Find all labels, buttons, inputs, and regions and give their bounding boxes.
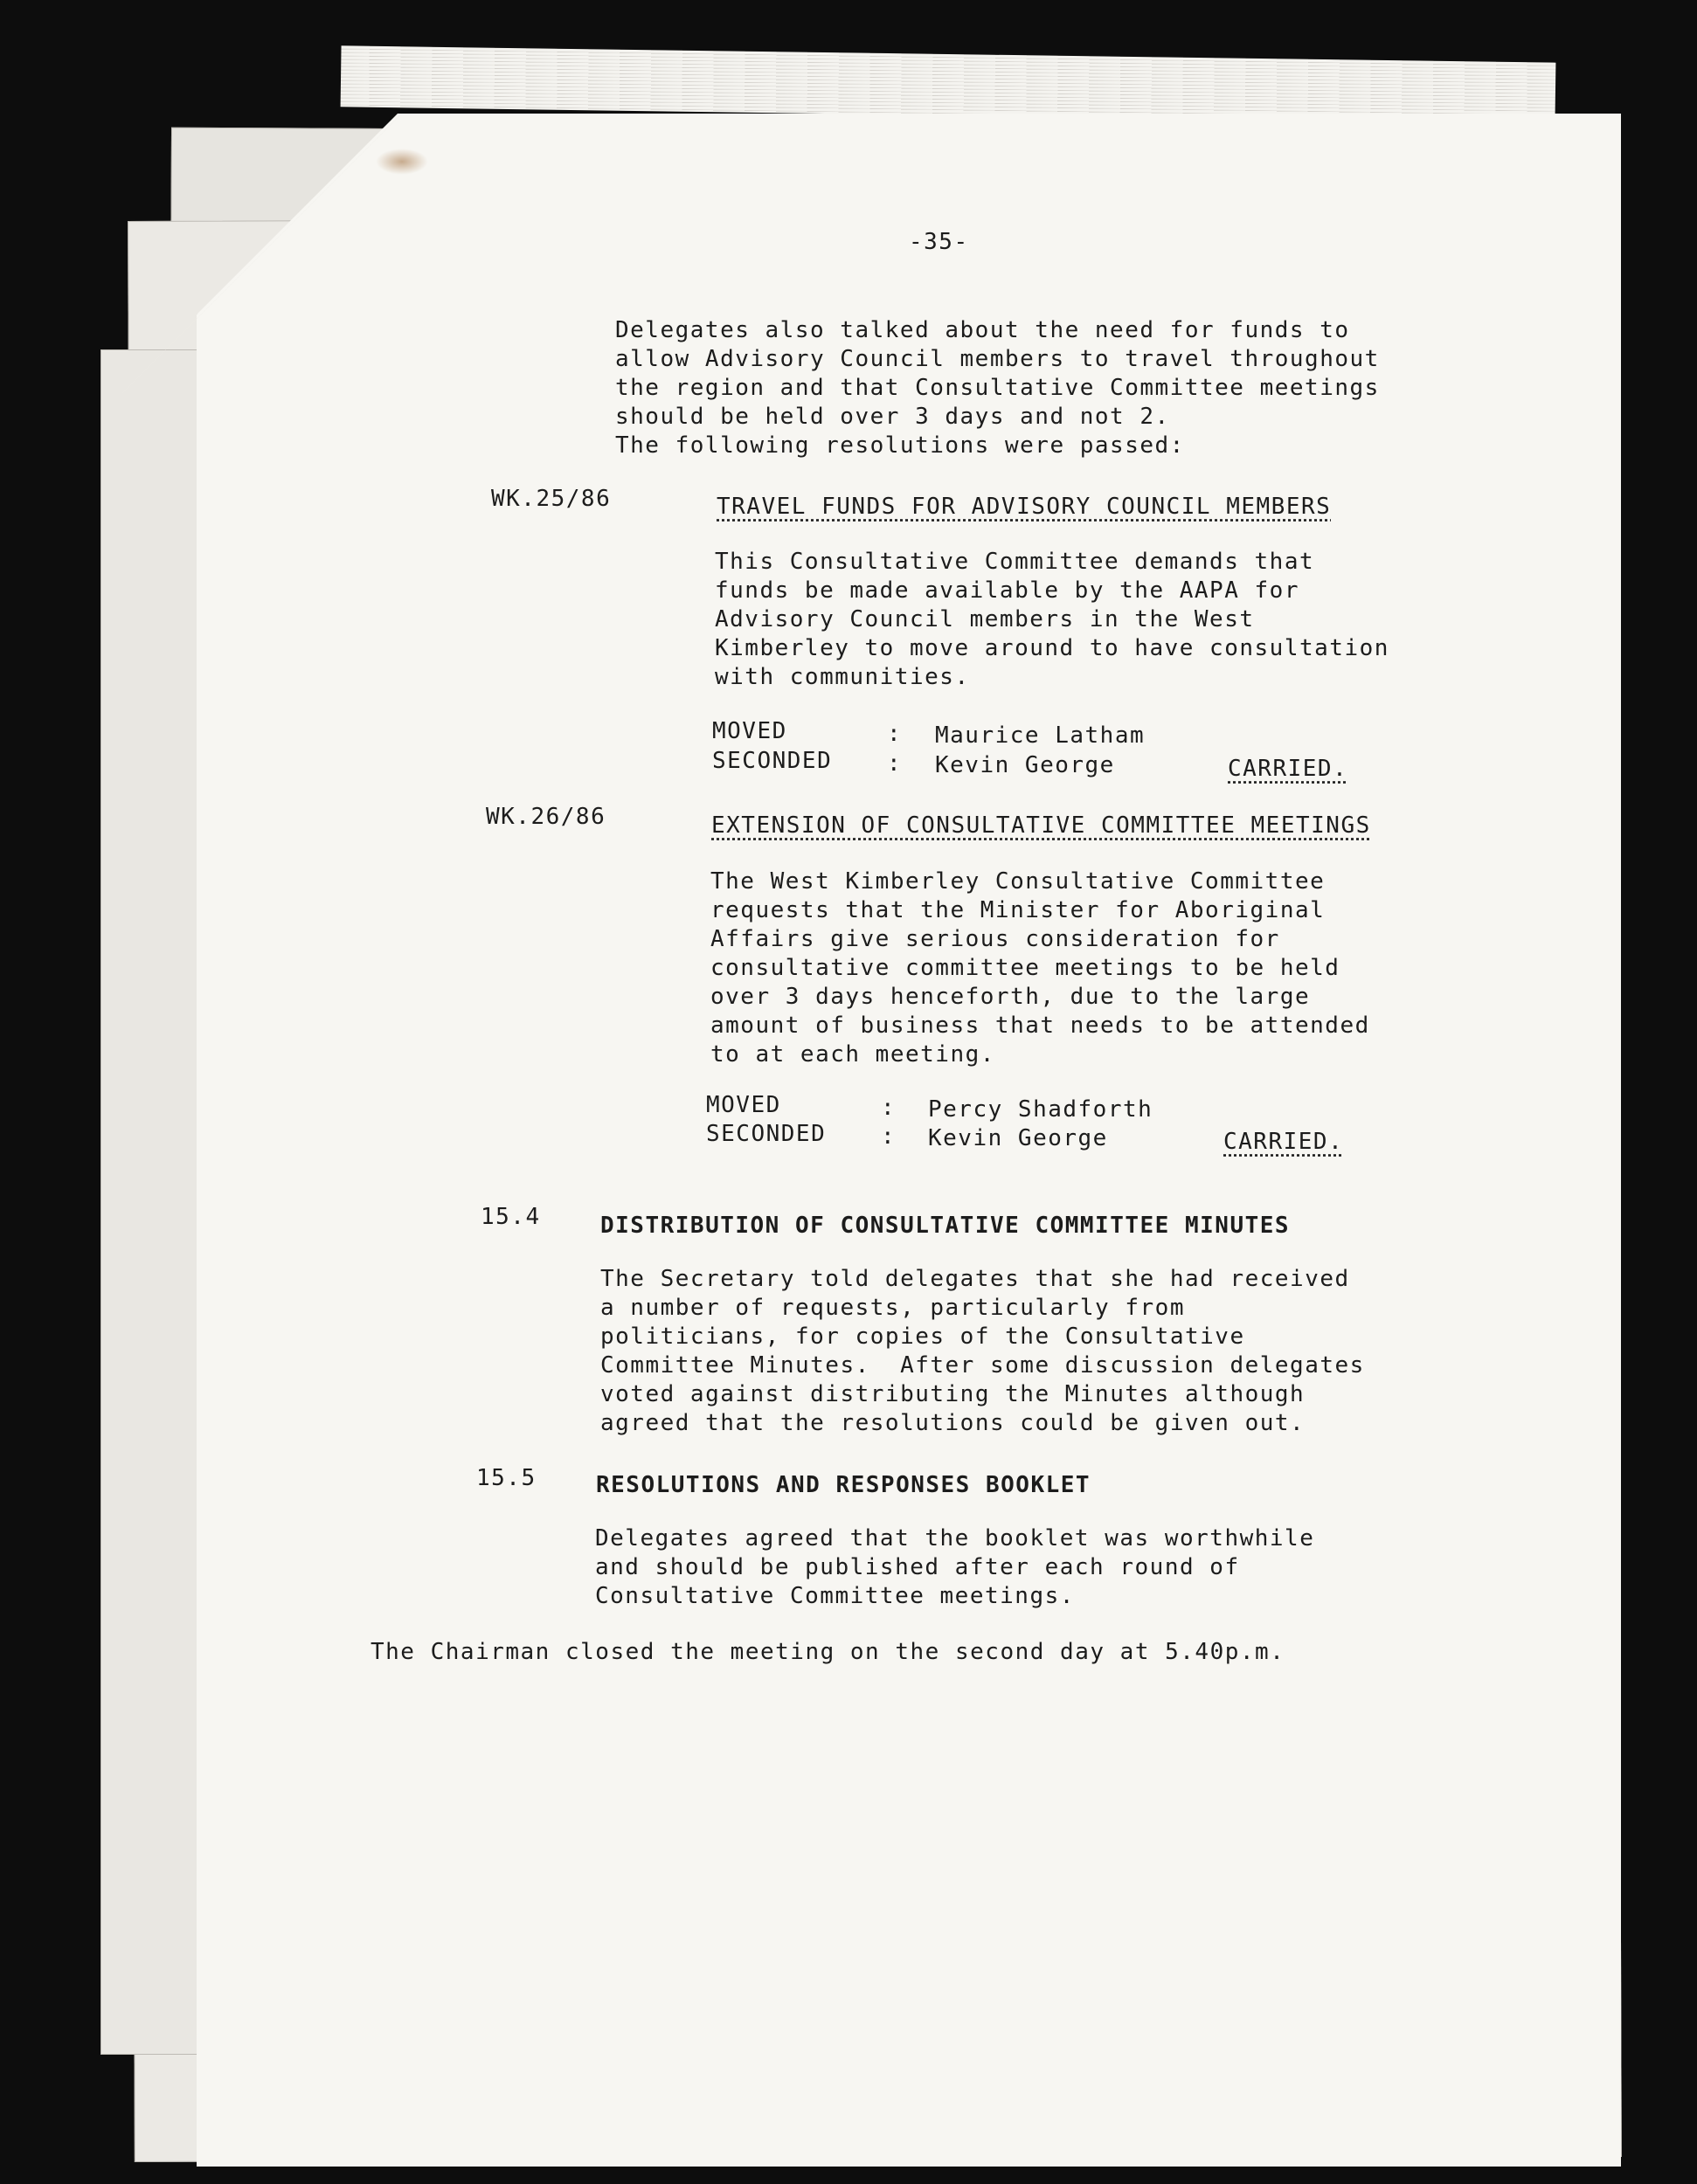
section-body-line: Consultative Committee meetings. bbox=[595, 1583, 1075, 1609]
corner-stain bbox=[376, 149, 428, 175]
moved-label: MOVED bbox=[706, 1092, 781, 1118]
section-body-line: voted against distributing the Minutes although bbox=[600, 1381, 1306, 1407]
resolution-body-line: funds be made available by the AAPA for bbox=[715, 577, 1299, 604]
section-body-line: Committee Minutes. After some discussion delegates bbox=[600, 1352, 1365, 1379]
closing-statement: The Chairman closed the meeting on the second day at 5.40p.m. bbox=[371, 1639, 1285, 1665]
intro-line: Delegates also talked about the need for funds to bbox=[615, 317, 1350, 343]
seconded-label: SECONDED bbox=[712, 748, 833, 774]
seconded-label: SECONDED bbox=[706, 1121, 827, 1147]
page-number: -35- bbox=[909, 229, 969, 255]
moved-label: MOVED bbox=[712, 718, 787, 744]
intro-line: allow Advisory Council members to travel throughout bbox=[615, 346, 1380, 372]
resolution-body-line: Kimberley to move around to have consultation bbox=[715, 635, 1389, 661]
seconded-by: Kevin George bbox=[928, 1125, 1108, 1151]
seconded-colon: : bbox=[881, 1123, 897, 1150]
seconded-by: Kevin George bbox=[935, 752, 1115, 778]
resolution-body-line: Advisory Council members in the West bbox=[715, 606, 1255, 632]
resolution-code: WK.25/86 bbox=[491, 486, 612, 512]
section-number: 15.4 bbox=[481, 1204, 541, 1230]
resolution-body-line: over 3 days henceforth, due to the large bbox=[710, 984, 1311, 1010]
seconded-colon: : bbox=[887, 750, 903, 777]
section-body-line: The Secretary told delegates that she had received bbox=[600, 1266, 1350, 1292]
section-body-line: and should be published after each round of bbox=[595, 1554, 1240, 1580]
moved-colon: : bbox=[887, 721, 903, 747]
intro-line: the region and that Consultative Committee meetings bbox=[615, 375, 1380, 401]
section-body-line: agreed that the resolutions could be given out. bbox=[600, 1410, 1306, 1436]
section-title: RESOLUTIONS AND RESPONSES BOOKLET bbox=[596, 1472, 1091, 1498]
carried-status: CARRIED. bbox=[1228, 756, 1348, 782]
section-title: DISTRIBUTION OF CONSULTATIVE COMMITTEE MINUTES bbox=[600, 1213, 1291, 1239]
intro-line: should be held over 3 days and not 2. bbox=[615, 404, 1170, 430]
resolution-body-line: consultative committee meetings to be held bbox=[710, 955, 1340, 981]
resolution-code: WK.26/86 bbox=[486, 804, 606, 830]
section-number: 15.5 bbox=[476, 1465, 537, 1491]
moved-by: Percy Shadforth bbox=[928, 1096, 1153, 1123]
resolution-body-line: to at each meeting. bbox=[710, 1041, 995, 1068]
carried-status: CARRIED. bbox=[1223, 1129, 1344, 1155]
resolution-body-line: with communities. bbox=[715, 664, 970, 690]
resolution-body-line: requests that the Minister for Aboriginal bbox=[710, 897, 1326, 923]
paper-stack-top bbox=[341, 45, 1556, 123]
intro-line: The following resolutions were passed: bbox=[615, 432, 1185, 459]
resolution-body-line: amount of business that needs to be attended bbox=[710, 1013, 1370, 1039]
resolution-body-line: Affairs give serious consideration for bbox=[710, 926, 1280, 952]
moved-colon: : bbox=[881, 1095, 897, 1121]
resolution-body-line: The West Kimberley Consultative Committee bbox=[710, 868, 1326, 895]
resolution-title: EXTENSION OF CONSULTATIVE COMMITTEE MEETINGS bbox=[711, 812, 1371, 839]
resolution-title: TRAVEL FUNDS FOR ADVISORY COUNCIL MEMBERS bbox=[717, 494, 1332, 520]
section-body-line: politicians, for copies of the Consultative bbox=[600, 1324, 1245, 1350]
section-body-line: a number of requests, particularly from bbox=[600, 1295, 1185, 1321]
resolution-body-line: This Consultative Committee demands that bbox=[715, 549, 1315, 575]
moved-by: Maurice Latham bbox=[935, 722, 1146, 749]
section-body-line: Delegates agreed that the booklet was worthwhile bbox=[595, 1525, 1315, 1552]
